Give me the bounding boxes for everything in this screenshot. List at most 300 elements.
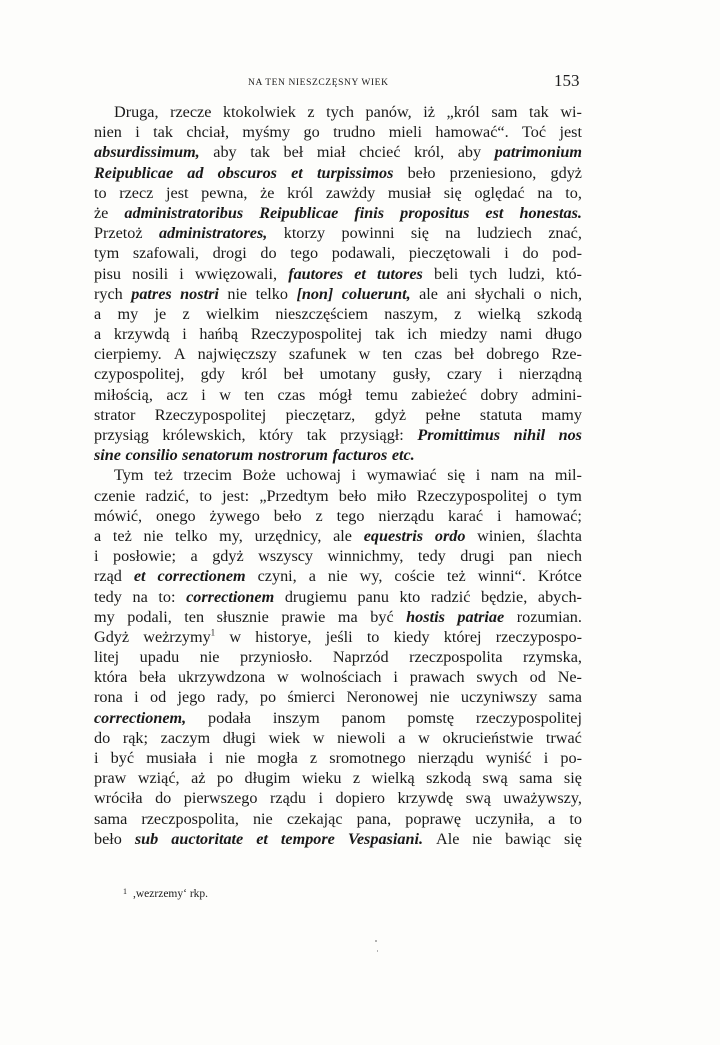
word: długim	[244, 769, 291, 788]
word: Druga,	[114, 103, 159, 121]
word: mogła	[257, 749, 298, 767]
text-line	[94, 587, 582, 607]
word: trudno	[333, 123, 376, 142]
word: Rzeczypospolitej	[250, 325, 363, 344]
word: telko	[255, 284, 288, 303]
word: rąk;	[122, 728, 148, 747]
word: nierządu	[417, 749, 474, 767]
word: mieli	[388, 123, 422, 142]
word: swych	[476, 668, 518, 687]
word: i	[94, 547, 99, 566]
word: tym	[556, 486, 582, 505]
text-line	[94, 486, 582, 506]
word: ma	[337, 607, 358, 626]
latin-phrase-word: absurdissimum,	[94, 143, 200, 162]
word: od	[149, 688, 167, 707]
word: prawie	[281, 607, 326, 626]
word: Tym	[114, 466, 144, 485]
text-line	[94, 607, 582, 627]
word: kiedy	[393, 627, 430, 646]
word: nie	[225, 749, 246, 767]
latin-phrase-word: finis	[354, 203, 385, 222]
word: gdyż	[212, 547, 244, 566]
word: historye,	[255, 627, 312, 646]
latin-phrase-word: hostis	[406, 607, 445, 626]
word: i	[393, 668, 398, 687]
latin-phrase-word: correctionem,	[94, 708, 187, 727]
word: któ-	[555, 264, 582, 283]
latin-phrase-word: Reipublicae	[259, 203, 339, 222]
word: Neronowej	[346, 688, 419, 707]
word: Toć	[522, 123, 547, 142]
word: przeniesiono,	[449, 163, 537, 182]
text-line	[94, 163, 582, 183]
latin-phrase-word: correctionem	[186, 587, 275, 606]
word: nie	[327, 567, 348, 586]
text-line	[94, 385, 582, 405]
word: swą	[465, 789, 491, 808]
word: upadu	[139, 648, 180, 667]
latin-phrase-word: Promittimus	[417, 426, 501, 444]
text-line	[94, 546, 582, 566]
word: cierpiemy.	[94, 345, 162, 364]
text-line	[94, 243, 582, 263]
word: na	[529, 466, 545, 485]
word: podała	[207, 708, 252, 727]
word: się	[564, 829, 582, 848]
latin-phrase-word: Reipublicae	[94, 163, 174, 182]
latin-phrase-word: nihil	[513, 426, 546, 444]
text-line	[94, 627, 582, 647]
word: rzeczpospolita	[409, 648, 503, 667]
word: ktorzy	[283, 224, 326, 243]
word: tych	[469, 264, 498, 283]
word: Ale	[436, 829, 460, 848]
word: inszym	[272, 708, 320, 727]
word: pana,	[356, 809, 392, 828]
word: tedy	[417, 547, 446, 566]
word: tak	[374, 325, 395, 344]
word: nich,	[550, 284, 582, 303]
word: radzić,	[145, 486, 190, 505]
word: i	[351, 466, 357, 485]
word: beł	[283, 365, 304, 384]
word: się	[410, 224, 429, 243]
word: wy,	[359, 567, 383, 586]
word: musiała	[146, 749, 197, 767]
word: jego	[177, 688, 206, 707]
word: nierządu	[378, 506, 435, 525]
word: telko	[175, 526, 208, 545]
word: sam	[491, 103, 518, 121]
word: powinni	[341, 224, 395, 243]
word: żywego	[209, 506, 260, 525]
word: ich	[407, 325, 428, 344]
word: słusznie	[216, 607, 269, 626]
word: trwać	[545, 728, 582, 747]
word: jest	[166, 183, 189, 202]
page-number: 153	[554, 71, 580, 90]
word: wyniść	[485, 749, 532, 767]
word: mówić,	[94, 506, 143, 525]
word: musiał	[387, 183, 432, 202]
word: tego	[336, 506, 365, 525]
word: to	[366, 627, 380, 646]
word: myśmy	[242, 123, 291, 142]
word: przysiągł:	[339, 426, 404, 444]
word: dobry	[480, 385, 519, 404]
word: gusły,	[392, 365, 431, 384]
word: coście	[394, 567, 435, 586]
word: Rzeczypospolitej	[154, 405, 267, 424]
word: wwięzowali,	[194, 264, 278, 283]
word: czypospolitej,	[94, 365, 185, 384]
word: o	[533, 284, 542, 303]
word: nien	[94, 123, 122, 142]
word: miedzy	[439, 325, 488, 344]
word: że	[260, 183, 275, 202]
text-line	[94, 324, 582, 344]
word: w	[229, 627, 242, 646]
word: my	[94, 607, 115, 626]
word: król,	[414, 143, 445, 162]
word: nie	[143, 526, 164, 545]
word: mógł	[318, 385, 353, 404]
word: umotany	[319, 365, 377, 384]
word: przysiąg	[94, 426, 149, 444]
word: to	[199, 486, 212, 505]
word: się	[563, 769, 582, 788]
word: pierwszego	[183, 789, 258, 808]
word: beł	[283, 143, 304, 162]
footnote-text: ,wezrzemy‘ rkp.	[133, 888, 209, 900]
word: wielkim	[206, 304, 260, 323]
text-line	[94, 768, 582, 788]
word: ten	[184, 607, 205, 626]
text-line	[94, 728, 582, 748]
word: mil-	[554, 466, 582, 485]
word: a	[94, 526, 102, 545]
word: czary	[446, 365, 482, 384]
text-line	[94, 647, 582, 667]
word: pełne	[425, 405, 461, 424]
word: wymawiać	[366, 466, 437, 485]
footnote-reference: 1	[210, 627, 216, 638]
latin-phrase-word: tempore	[280, 829, 335, 848]
text-line	[94, 809, 582, 829]
word: drugiemu	[284, 587, 347, 606]
latin-phrase-word: turpissimos	[316, 163, 394, 182]
word: abych-	[537, 587, 582, 606]
latin-phrase-word: administratoribus	[124, 203, 244, 222]
word: beło	[338, 486, 367, 505]
word: w	[358, 345, 371, 364]
word: tych	[326, 103, 354, 121]
word: rozumian.	[516, 607, 582, 626]
word: być	[370, 607, 394, 626]
word: „Przedtym	[259, 486, 329, 505]
text-line	[94, 364, 582, 384]
word: bawiąc	[505, 829, 551, 848]
word: miło	[376, 486, 407, 505]
text-line	[94, 687, 582, 707]
word: hańbą	[199, 325, 239, 344]
word: Gdyż	[94, 627, 130, 646]
text-line	[94, 788, 582, 808]
word: i	[182, 325, 187, 344]
text-line	[94, 829, 582, 849]
word: wróciła	[94, 789, 143, 808]
word: gdyż	[550, 163, 582, 182]
word: rona	[94, 688, 123, 707]
word: rady,	[216, 688, 249, 707]
word: to	[94, 183, 107, 202]
latin-phrase-word: patres	[131, 284, 172, 303]
word: admini-	[531, 385, 582, 404]
word: do	[260, 244, 277, 263]
latin-phrase-word: fautores	[288, 264, 344, 283]
word: nie	[199, 648, 220, 667]
word: rząd	[94, 567, 122, 586]
latin-phrase-word: nostri	[180, 284, 219, 303]
word: ludzi,	[508, 264, 545, 283]
word: po-	[560, 749, 582, 767]
word: okrucieństwie	[442, 728, 534, 747]
word: czenie	[94, 486, 136, 505]
word: do	[94, 728, 111, 747]
word: beła	[139, 668, 167, 687]
word: panu	[357, 587, 389, 606]
word: naszym,	[384, 304, 438, 323]
latin-phrase-word: correctionem	[157, 567, 246, 586]
word: miłością,	[94, 385, 153, 404]
word: i	[475, 466, 481, 485]
latin-phrase-word: honestas.	[519, 203, 582, 222]
word: rzecz	[119, 183, 154, 202]
word: winni“.	[477, 567, 526, 586]
latin-phrase-word: et	[133, 567, 146, 586]
word: niech	[546, 547, 582, 566]
word: nam	[490, 466, 519, 485]
word: Przetoż	[94, 224, 143, 243]
word: podawali,	[331, 244, 396, 263]
word: beło	[273, 506, 302, 525]
word: w	[312, 728, 325, 747]
word: królewskich,	[162, 426, 246, 444]
latin-phrase-word: et	[354, 264, 366, 283]
latin-phrase-word: equestris	[363, 526, 424, 545]
latin-phrase-word: nostrorum	[257, 446, 328, 465]
word: pieczętarz,	[285, 405, 356, 424]
text-line	[94, 344, 582, 364]
word: jest	[559, 123, 582, 142]
word: z	[309, 749, 318, 767]
running-head-title: NA TEN NIESZCZĘSNY WIEK	[248, 78, 389, 88]
word: i	[94, 749, 99, 767]
word: podali,	[127, 607, 172, 626]
word: ludziech	[476, 224, 532, 243]
word: i	[208, 749, 214, 767]
word: rzeczpospolita,	[141, 809, 239, 828]
text-line	[94, 526, 582, 546]
word: nierządną	[519, 365, 582, 384]
word: być	[110, 749, 135, 767]
word: słychali	[474, 284, 526, 303]
word: dopiero	[335, 789, 385, 808]
word: kto	[399, 587, 421, 606]
word: statuta	[479, 405, 523, 424]
word: będzie,	[481, 587, 528, 606]
word: panów,	[365, 103, 412, 121]
word: z	[182, 304, 190, 323]
word: ten	[382, 345, 403, 364]
word: strator	[94, 405, 136, 424]
word: krzywdą	[113, 325, 170, 344]
latin-phrase-word: senatorum	[182, 446, 254, 465]
word: nie	[429, 688, 450, 707]
word: Ne-	[557, 668, 582, 687]
latin-phrase-word: sine	[94, 446, 121, 465]
latin-phrase-word: et	[291, 163, 303, 182]
word: pieczętowali	[408, 244, 491, 263]
word: i	[543, 749, 549, 767]
word: tym	[94, 244, 120, 263]
text-line	[94, 667, 582, 687]
word: Boże	[242, 466, 276, 485]
word: sama	[94, 809, 128, 828]
word: wieku	[301, 769, 342, 788]
text-line	[94, 445, 582, 465]
word: pan	[508, 547, 533, 566]
word: Rze-	[551, 345, 582, 364]
latin-phrase-word: nos	[558, 426, 582, 444]
word: urzędnicy,	[254, 526, 322, 545]
word: długo	[545, 325, 582, 344]
word: nosili	[132, 264, 169, 283]
word: też	[153, 466, 173, 485]
word: chciał,	[186, 123, 230, 142]
word: aby	[213, 143, 237, 162]
word: prawach	[409, 668, 465, 687]
text-line	[94, 566, 582, 586]
word: beło	[94, 829, 122, 848]
word: sama	[519, 769, 553, 788]
text-line	[94, 405, 582, 425]
word: winnichmy,	[327, 547, 404, 566]
text-line	[94, 465, 582, 485]
word: pomstę	[407, 708, 455, 727]
text-line	[94, 264, 582, 284]
word: pewna,	[201, 183, 248, 202]
word: czekając	[286, 809, 343, 828]
latin-phrase-word: coluerunt,	[341, 284, 411, 303]
word: której	[443, 627, 482, 646]
latin-phrase-word: [non]	[296, 284, 334, 303]
word: szafowali,	[132, 244, 199, 263]
word: i	[504, 244, 509, 263]
word: się	[443, 183, 462, 202]
word: rządu	[270, 789, 306, 808]
word: wziąć,	[137, 769, 180, 788]
word: uważywszy,	[503, 789, 582, 808]
word: mamy	[541, 405, 582, 424]
word: to,	[565, 183, 582, 202]
word: beł	[454, 345, 475, 364]
word: ślachta	[537, 526, 582, 545]
word: po	[259, 688, 277, 707]
latin-phrase-word: etc.	[391, 446, 415, 465]
word: wi-	[560, 103, 582, 121]
word: sama	[548, 688, 582, 707]
text-line	[94, 203, 582, 223]
word: poprawę	[405, 809, 462, 828]
latin-phrase-word: auctoritate	[171, 829, 244, 848]
word: wielką	[477, 304, 521, 323]
word: znać,	[548, 224, 582, 243]
word: weżrzymy$^1$	[143, 627, 216, 646]
word: drugi	[460, 547, 495, 566]
text-line	[94, 284, 582, 304]
word: ten	[244, 385, 265, 404]
text-line	[94, 183, 582, 203]
word: jeśli	[325, 627, 353, 646]
text-line	[94, 506, 582, 526]
text-line	[94, 122, 582, 142]
word: a	[94, 325, 102, 344]
word: nie	[472, 829, 493, 848]
word: a	[548, 809, 556, 828]
word: iż	[423, 103, 435, 121]
word: też	[446, 567, 466, 586]
word: czas	[277, 385, 306, 404]
word: zaczym	[160, 728, 211, 747]
latin-phrase-word: propositus	[400, 203, 470, 222]
word: że	[94, 203, 109, 222]
word: trzecim	[183, 466, 232, 485]
word: beli	[433, 264, 459, 283]
latin-phrase-word: ordo	[434, 526, 466, 545]
word: my,	[219, 526, 243, 545]
word: miał	[316, 143, 346, 162]
word: wolnościach	[300, 668, 382, 687]
latin-phrase-word: sub	[134, 829, 159, 848]
word: praw	[94, 769, 127, 788]
word: i	[179, 264, 184, 283]
word: winien,	[477, 526, 526, 545]
word: który	[259, 426, 294, 444]
word: swą	[482, 769, 508, 788]
latin-phrase-word: consilio	[125, 446, 178, 465]
word: hamować“.	[435, 123, 509, 142]
word: tak	[250, 143, 270, 162]
word: czas	[414, 345, 443, 364]
latin-phrase-word: obscuros	[217, 163, 277, 182]
text-line	[94, 223, 582, 243]
word: radzić	[430, 587, 471, 606]
word: tego	[290, 244, 319, 263]
word: karać	[448, 506, 484, 525]
word: rzecze	[170, 103, 212, 121]
word: przyniosło.	[239, 648, 313, 667]
word: onego	[156, 506, 196, 525]
latin-phrase-word: facturos	[332, 446, 388, 465]
word: tak	[153, 123, 173, 142]
word: litej	[94, 648, 120, 667]
word: posłowie;	[113, 547, 176, 566]
footnote-marker: 1	[123, 887, 127, 896]
word: uczyniła,	[475, 809, 534, 828]
word: w	[219, 385, 231, 404]
